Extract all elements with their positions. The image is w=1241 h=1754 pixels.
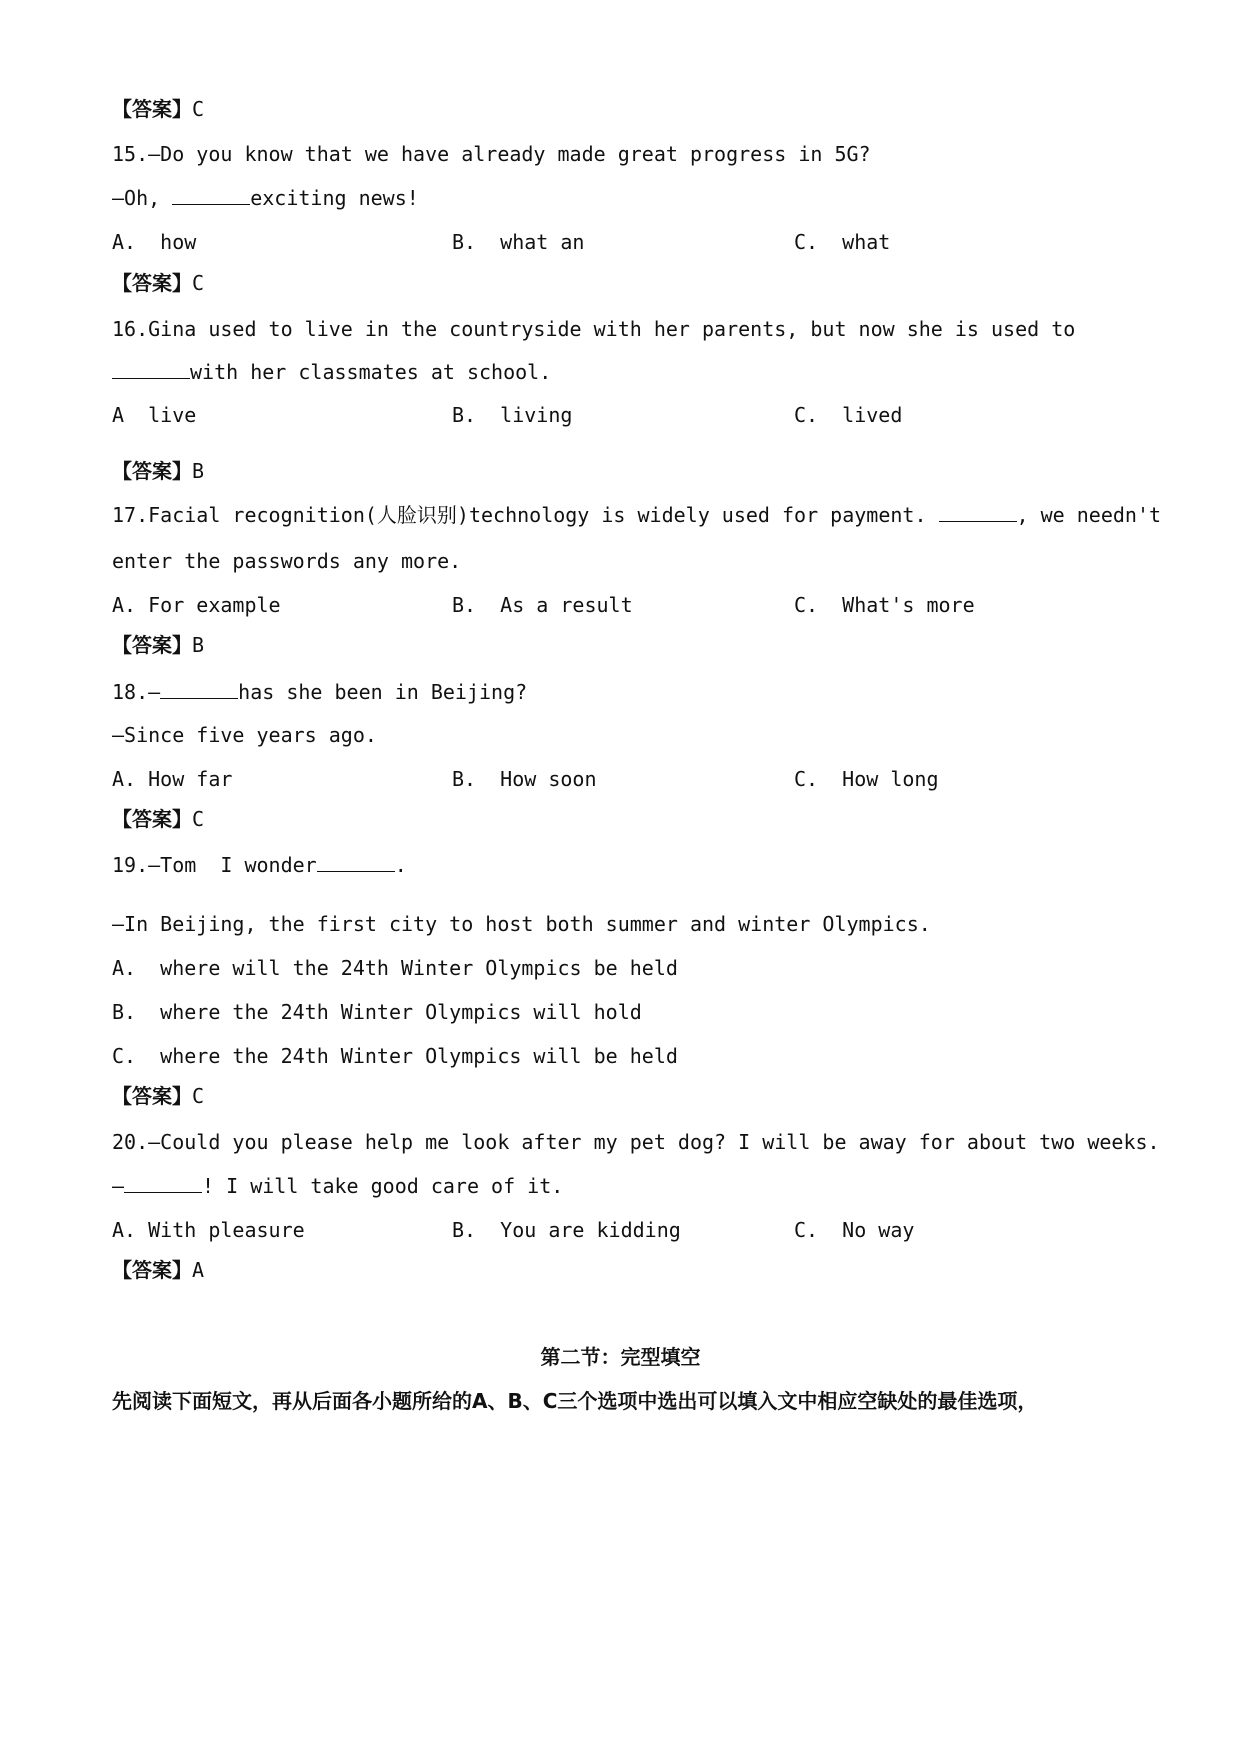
question-19-stem: 19.—Tom I wonder . xyxy=(112,853,407,877)
question-18-option-c: C. How long xyxy=(794,767,939,791)
question-20-response: — ! I will take good care of it. xyxy=(112,1174,564,1198)
question-15-option-c: C. what xyxy=(794,230,891,254)
question-18-answer: 【答案】C xyxy=(112,807,205,831)
answer-blank xyxy=(317,853,395,872)
question-18-response: —Since five years ago. xyxy=(112,723,377,747)
question-16-option-a: A live xyxy=(112,403,197,427)
question-18-stem: 18.— has she been in Beijing? xyxy=(112,680,528,704)
question-15-response: —Oh, exciting news! xyxy=(112,186,419,210)
question-19-option-b: B. where the 24th Winter Olympics will hold xyxy=(112,1000,642,1024)
question-20-option-c: C. No way xyxy=(794,1218,915,1242)
question-15-option-a: A. how xyxy=(112,230,197,254)
question-17-stem: 17.Facial recognition(人脸识别)technology is widely used for payment. , we needn't xyxy=(112,503,1162,527)
question-18-option-a: A. How far xyxy=(112,767,233,791)
answer-blank xyxy=(124,1174,202,1193)
question-17-option-c: C. What's more xyxy=(794,593,975,617)
answer-blank xyxy=(112,360,190,379)
question-19-option-c: C. where the 24th Winter Olympics will be held xyxy=(112,1044,678,1068)
question-15-stem: 15.—Do you know that we have already made great progress in 5G? xyxy=(112,142,871,166)
question-20-stem: 20.—Could you please help me look after my pet dog? I will be away for about two weeks. xyxy=(112,1130,1160,1154)
answer-blank xyxy=(939,503,1017,522)
question-15-option-b: B. what an xyxy=(452,230,585,254)
question-17-stem-line2: enter the passwords any more. xyxy=(112,549,462,573)
question-20-answer: 【答案】A xyxy=(112,1258,205,1282)
question-16-option-c: C. lived xyxy=(794,403,903,427)
question-16-answer: 【答案】B xyxy=(112,459,205,483)
section-instruction: 先阅读下面短文，再从后面各小题所给的A、B、C三个选项中选出可以填入文中相应空缺处的最佳选项， xyxy=(112,1389,1038,1413)
question-20-option-b: B. You are kidding xyxy=(452,1218,681,1242)
section-title: 第二节：完型填空 xyxy=(540,1345,701,1369)
question-17-option-a: A. For example xyxy=(112,593,281,617)
question-17-option-b: B. As a result xyxy=(452,593,633,617)
question-17-answer: 【答案】B xyxy=(112,633,205,657)
question-20-option-a: A. With pleasure xyxy=(112,1218,305,1242)
answer-blank xyxy=(160,680,238,699)
answer-line: 【答案】C xyxy=(112,97,205,121)
question-16-stem: 16.Gina used to live in the countryside with her parents, but now she is used to xyxy=(112,317,1076,341)
question-15-answer: 【答案】C xyxy=(112,271,205,295)
question-19-answer: 【答案】C xyxy=(112,1084,205,1108)
answer-blank xyxy=(172,186,250,205)
question-19-option-a: A. where will the 24th Winter Olympics be held xyxy=(112,956,678,980)
question-16-option-b: B. living xyxy=(452,403,573,427)
question-16-stem-line2: with her classmates at school. xyxy=(112,359,551,385)
question-19-response: —In Beijing, the first city to host both summer and winter Olympics. xyxy=(112,912,931,936)
question-18-option-b: B. How soon xyxy=(452,767,597,791)
